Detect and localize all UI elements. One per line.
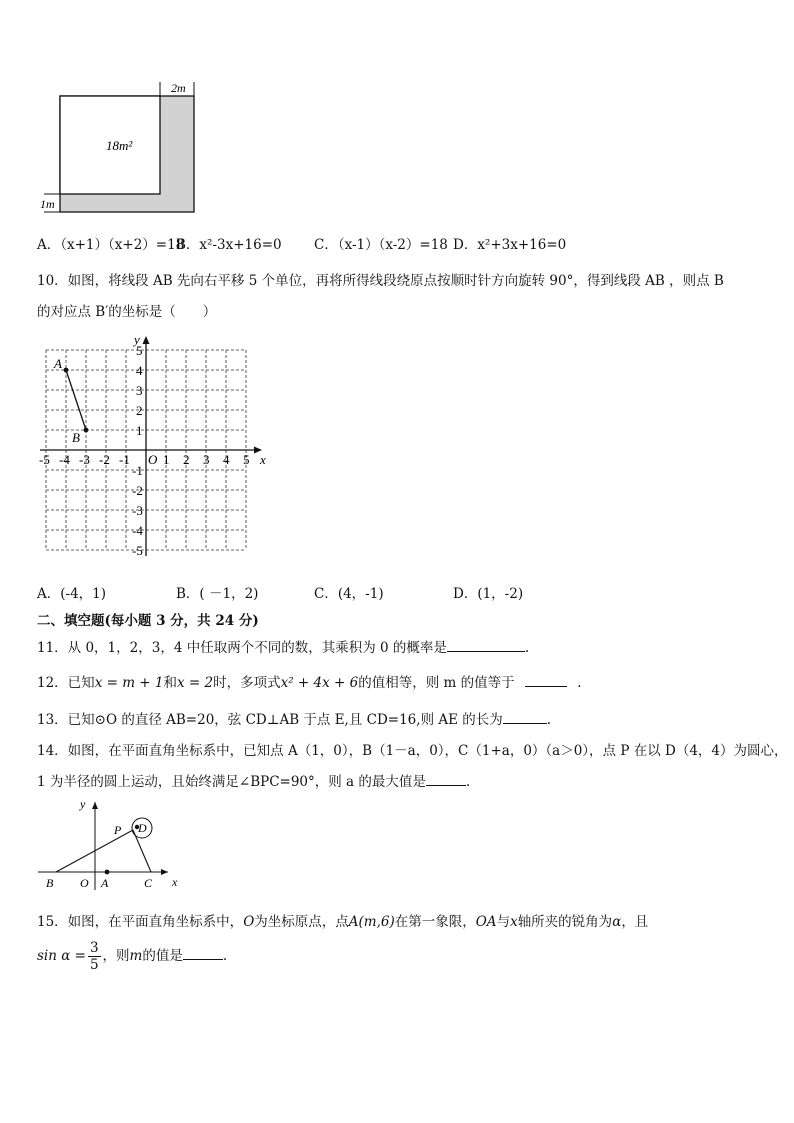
- q10-y-tick-label: -1: [132, 463, 143, 478]
- q15-line1-end: ，且: [621, 914, 649, 930]
- q14-answer-blank[interactable]: [426, 773, 466, 786]
- q10-x-tick-label: -3: [79, 452, 90, 467]
- q10-x-tick-label: 2: [183, 452, 190, 467]
- q10-point-b: [84, 428, 89, 433]
- q12-answer-blank[interactable]: [525, 674, 567, 687]
- q15-fraction-numerator: 3: [89, 940, 99, 956]
- q10-y-tick-label: -2: [132, 483, 143, 498]
- q14-point-a: [105, 870, 110, 875]
- section-title-fill-blank: 二、填空题(每小题 3 分，共 24 分): [37, 613, 259, 629]
- q9-option-b: B．x²-3x+16=0: [176, 237, 282, 253]
- q10-x-tick-label: -4: [59, 452, 70, 467]
- q14-figure: [34, 794, 184, 894]
- q10-x-tick-label: -1: [119, 452, 130, 467]
- q9-area-label: 18m²: [106, 138, 133, 153]
- q13-end: .: [546, 712, 552, 728]
- q10-x-tick-label: -2: [99, 452, 110, 467]
- q12-expr3: x² + 4x + 6: [280, 675, 359, 691]
- q9-option-a: A．（x+1）（x+2）=18: [37, 237, 185, 253]
- q10-y-tick-label: -5: [132, 543, 143, 558]
- q10-point-b-label: B: [72, 430, 80, 445]
- q14-y-arrow: [92, 802, 98, 809]
- q15-fraction: [88, 940, 101, 973]
- q14-line1: 14．如图，在平面直角坐标系中，已知点 A（1，0），B（1－a，0），C（1+a，0）（a＞0），点 P 在以 D（4，4）为圆心，: [37, 743, 788, 759]
- q13-text: 13．已知⊙O 的直径 AB=20，弦 CD⊥AB 于点 E,且 CD=16,则 AE 的长为: [37, 712, 503, 728]
- q14-label-b: B: [46, 876, 54, 890]
- q15-line2-post: 的值是: [142, 948, 183, 964]
- q14-line2-wrap: [37, 770, 470, 790]
- q15-mid4: 轴所夹的锐角为: [517, 914, 613, 930]
- q10-point-a: [64, 368, 69, 373]
- q12-mid1: 和: [163, 675, 177, 691]
- q10-option-d: D．(1，-2): [453, 586, 524, 602]
- q10-y-tick-label: 4: [136, 363, 143, 378]
- q10-x-tick-label: 5: [243, 452, 250, 467]
- q15-fraction-denominator: 5: [89, 957, 99, 973]
- q9-left-label: 1m: [40, 197, 55, 211]
- q10-x-axis-label: x: [260, 452, 266, 467]
- q12: [37, 671, 581, 691]
- q10-x-tick-label: O: [148, 452, 158, 467]
- q10-y-tick-label: 5: [136, 343, 143, 358]
- q15-alpha-var: α: [612, 914, 622, 930]
- q15-mid1: 为坐标原点，点: [254, 914, 349, 930]
- q14-label-a: A: [101, 876, 109, 890]
- q10-x-tick-label: 3: [203, 452, 210, 467]
- q13: [37, 708, 551, 728]
- q14-label-o: O: [80, 876, 89, 890]
- q14-label-c: C: [144, 876, 153, 890]
- q10-grid-figure: [30, 336, 270, 564]
- q15-line2: [37, 940, 227, 973]
- q10-line1: 10．如图，将线段 AB 先向右平移 5 个单位，再将所得线段绕原点按顺时针方向旋转 90°，得到线段 AB ，则点 B: [37, 273, 724, 289]
- q10-point-a-label: A: [54, 356, 62, 371]
- q12-expr2: x = 2: [176, 675, 214, 691]
- q9-option-d: D．x²+3x+16=0: [453, 237, 567, 253]
- q12-post: 的值相等，则 m 的值等于: [358, 675, 515, 691]
- q12-pre: 12．已知: [37, 675, 95, 691]
- q15-sin-label: sin α =: [37, 948, 86, 964]
- q10-y-axis-label: y: [134, 336, 140, 347]
- q15-a-point: A(m,6): [348, 914, 395, 930]
- q15-m-var: m: [129, 948, 143, 964]
- q10-option-b: B．( －1，2): [176, 586, 259, 602]
- q10-x-tick-label: 4: [223, 452, 230, 467]
- q15-answer-blank[interactable]: [183, 947, 223, 960]
- q10-x-tick-label: 1: [163, 452, 170, 467]
- q10-option-a: A．(-4，1): [37, 586, 107, 602]
- q15-end: .: [222, 948, 228, 964]
- q15-oa-var: OA: [475, 914, 497, 930]
- q10-y-tick-label: 1: [136, 423, 143, 438]
- q9-top-label: 2m: [171, 81, 186, 95]
- q15-mid3: 与: [496, 914, 511, 930]
- q14-x-label: x: [172, 875, 178, 889]
- q10-line2: 的对应点 B′的坐标是（ ）: [37, 304, 217, 320]
- q12-mid2: 时，多项式: [213, 675, 281, 691]
- q15-pre: 15．如图，在平面直角坐标系中，: [37, 914, 244, 930]
- q10-axes: [40, 336, 262, 556]
- q12-expr1: x = m + 1: [94, 675, 164, 691]
- q10-y-tick-label: 3: [136, 383, 143, 398]
- q9-figure: [34, 78, 204, 218]
- q15-line1: [37, 910, 648, 930]
- q13-answer-blank[interactable]: [503, 711, 547, 724]
- q15-line2-mid: ，则: [102, 948, 130, 964]
- q10-segment-ab: [66, 370, 86, 430]
- q14-end: .: [465, 774, 471, 790]
- q14-line2: 1 为半径的圆上运动，且始终满足∠BPC=90°，则 a 的最大值是: [37, 774, 426, 790]
- q15-mid2: 在第一象限，: [394, 914, 476, 930]
- q14-x-arrow: [161, 869, 168, 875]
- q11-answer-blank[interactable]: [447, 639, 525, 652]
- q14-label-d: D: [138, 821, 147, 835]
- q11-end: .: [524, 640, 530, 656]
- q10-y-tick-label: 2: [136, 403, 143, 418]
- q9-option-c: C．（x-1）（x-2）=18: [314, 237, 448, 253]
- q14-label-p: P: [114, 823, 122, 837]
- q10-y-tick-label: -4: [132, 523, 143, 538]
- q11: [37, 636, 529, 656]
- q15-x-var: x: [510, 914, 518, 930]
- q14-y-label: y: [80, 797, 86, 811]
- q10-y-arrow: [143, 336, 150, 344]
- q11-text: 11．从 0，1，2，3，4 中任取两个不同的数，其乘积为 0 的概率是: [37, 640, 447, 656]
- q10-x-tick-label: -5: [39, 452, 50, 467]
- q10-y-tick-label: -3: [132, 503, 143, 518]
- q10-option-c: C．(4，-1): [314, 586, 384, 602]
- q12-end: .: [577, 675, 582, 691]
- q15-o-var: O: [243, 914, 255, 930]
